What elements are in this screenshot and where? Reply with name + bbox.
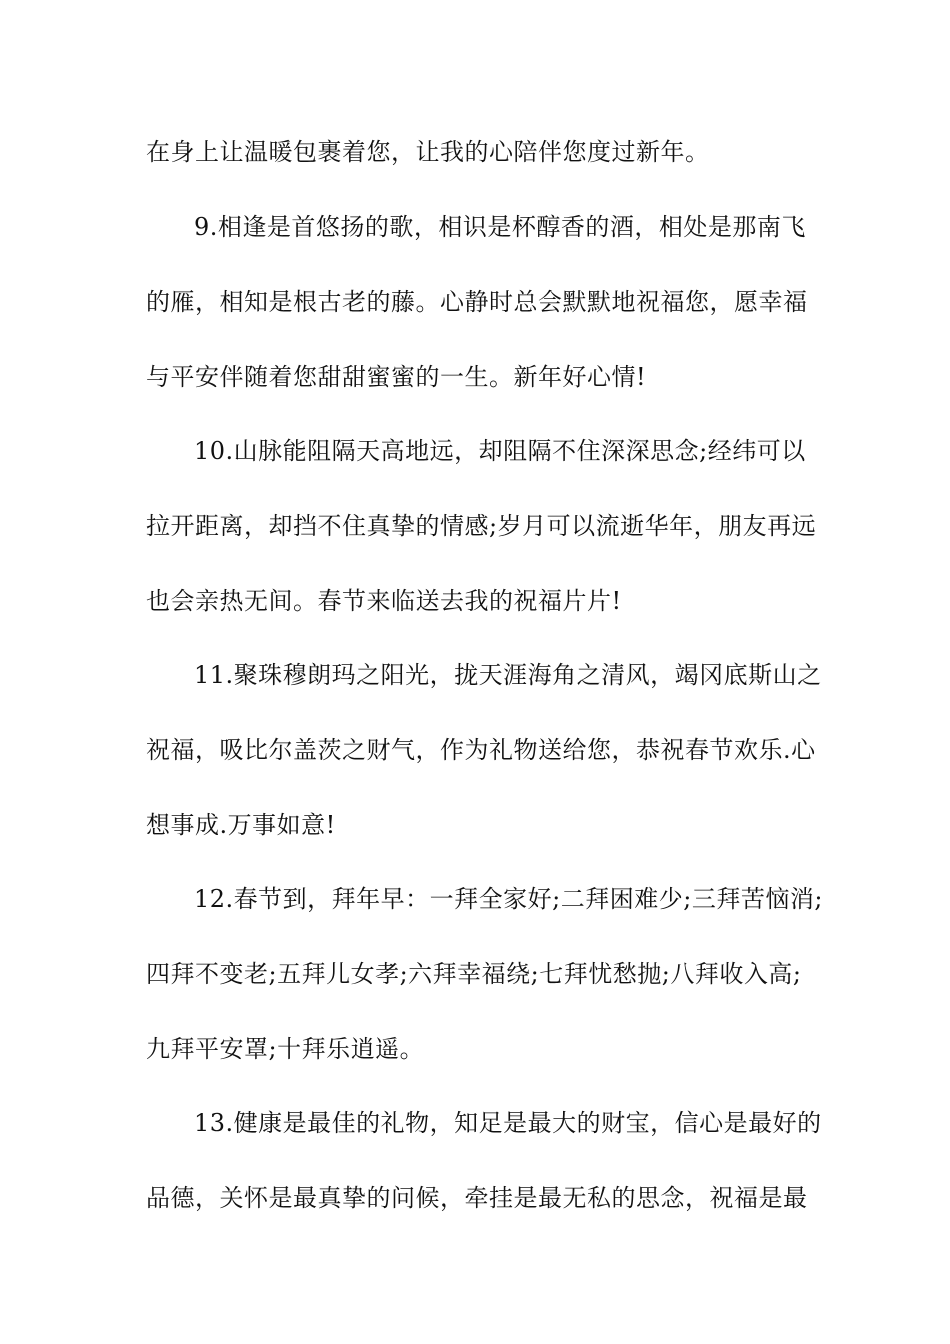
paragraph-13-line-1: 13.健康是最佳的礼物，知足是最大的财宝，信心是最好的 — [194, 1109, 822, 1137]
paragraph-9-line-3: 与平安伴随着您甜甜蜜蜜的一生。新年好心情! — [146, 363, 647, 391]
paragraph-9-line-2: 的雁，相知是根古老的藤。心静时总会默默地祝福您，愿幸福 — [146, 288, 808, 316]
paragraph-12-line-1: 12.春节到，拜年早：一拜全家好;二拜困难少;三拜苦恼消; — [194, 885, 823, 913]
paragraph-11-line-1: 11.聚珠穆朗玛之阳光，拢天涯海角之清风，竭冈底斯山之 — [194, 661, 822, 689]
paragraph-10-line-2: 拉开距离，却挡不住真挚的情感;岁月可以流逝华年，朋友再远 — [146, 512, 817, 540]
paragraph-10-line-1: 10.山脉能阻隔天高地远，却阻隔不住深深思念;经纬可以 — [194, 437, 806, 465]
paragraph-11-line-3: 想事成.万事如意! — [146, 811, 336, 839]
paragraph-12-line-3: 九拜平安罩;十拜乐逍遥。 — [146, 1035, 425, 1063]
paragraph-9-line-1: 9.相逢是首悠扬的歌，相识是杯醇香的酒，相处是那南飞 — [194, 213, 806, 241]
paragraph-11-line-2: 祝福，吸比尔盖茨之财气，作为礼物送给您，恭祝春节欢乐.心 — [146, 736, 816, 764]
paragraph-12-line-2: 四拜不变老;五拜儿女孝;六拜幸福绕;七拜忧愁抛;八拜收入高; — [146, 960, 802, 988]
paragraph-8-line-3: 在身上让温暖包裹着您，让我的心陪伴您度过新年。 — [146, 138, 710, 166]
paragraph-10-line-3: 也会亲热无间。春节来临送去我的祝福片片! — [146, 587, 622, 615]
paragraph-13-line-2: 品德，关怀是最真挚的问候，牵挂是最无私的思念，祝福是最 — [146, 1184, 808, 1212]
